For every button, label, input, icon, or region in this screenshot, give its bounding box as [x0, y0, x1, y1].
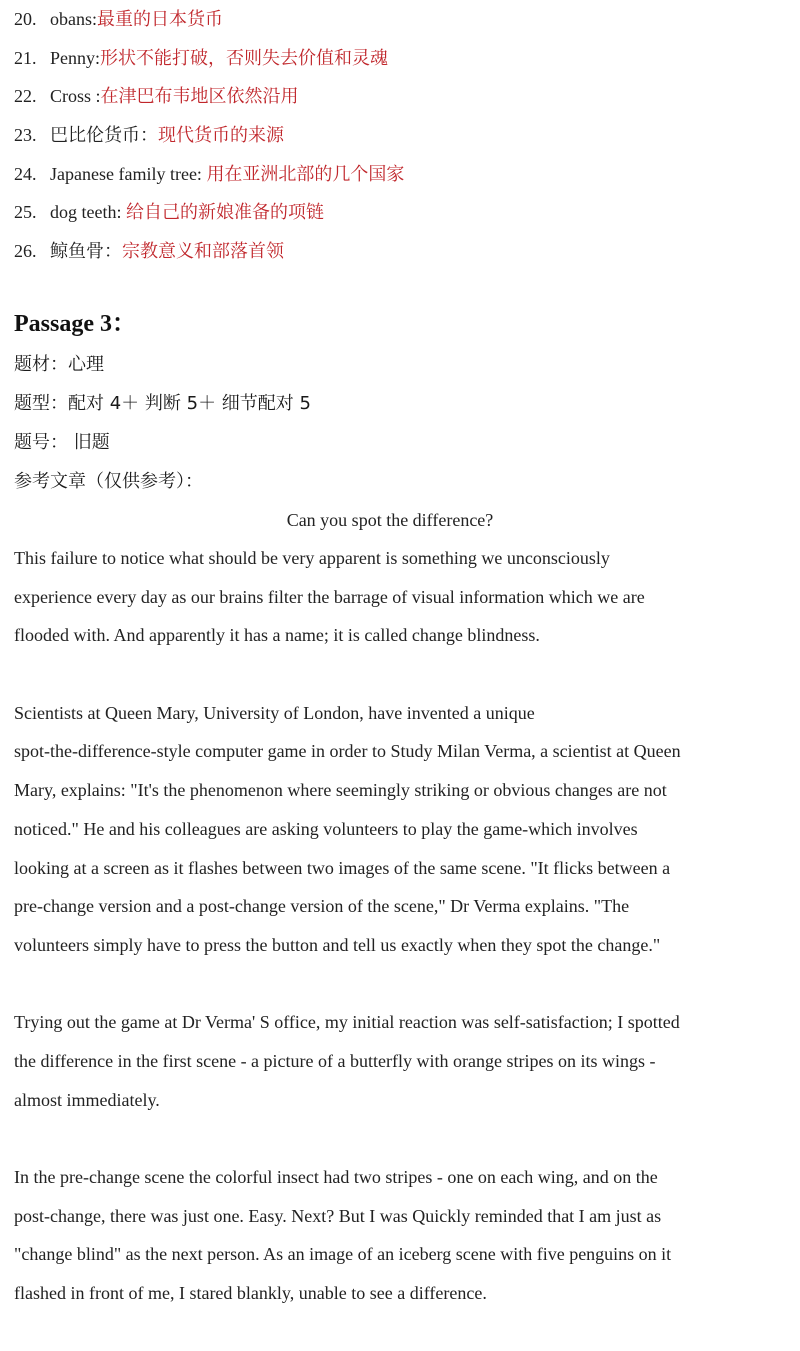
article-paragraph: [14, 694, 784, 965]
answer-term: 鲸鱼骨：: [50, 241, 122, 263]
answer-number: 25.: [14, 202, 37, 223]
text-line: almost immediately.: [14, 1089, 160, 1110]
answer-item: [14, 39, 784, 78]
answer-term: 巴比伦货币：: [50, 125, 158, 147]
text-line: looking at a screen as it flashes between two images of the same scene. "It flicks between a: [14, 857, 671, 878]
text-line: Trying out the game at Dr Verma' S office, my initial reaction was self-satisfaction; I spotted: [14, 1012, 680, 1033]
text-line: volunteers simply have to press the button and tell us exactly when they spot the change.": [14, 934, 661, 955]
text-line: Mary, explains: "It's the phenomenon where seemingly striking or obvious changes are not: [14, 780, 667, 801]
answer-text: 用在亚洲北部的几个国家: [206, 163, 405, 185]
answer-text: 给自己的新娘准备的项链: [125, 202, 324, 224]
answer-number: 24.: [14, 163, 37, 184]
text-line: "change blind" as the next person. As an image of an iceberg scene with five penguins on it: [14, 1244, 672, 1265]
text-line: flooded with. And apparently it has a name; it is called change blindness.: [14, 625, 540, 646]
text-line: noticed." He and his colleagues are asking volunteers to play the game-which involves: [14, 818, 638, 839]
answer-item: [14, 155, 784, 194]
article-paragraph: [14, 539, 784, 655]
answer-item: [14, 193, 784, 232]
article-title: Can you spot the difference?: [286, 510, 494, 530]
text-line: spot-the-difference-style computer game in order to Study Milan Verma, a scientist at Queen: [14, 741, 681, 762]
meta-topic: 题材：心理: [14, 354, 104, 375]
answer-term: Cross :: [50, 86, 101, 107]
text-line: post-change, there was just one. Easy. Next? But I was Quickly reminded that I am just as: [14, 1205, 662, 1226]
article-paragraph: [14, 1158, 784, 1313]
article-body: [14, 539, 784, 1351]
answer-text: 在津巴布韦地区依然沿用: [100, 86, 299, 108]
text-line: Scientists at Queen Mary, University of London, have invented a unique: [14, 702, 535, 723]
answer-number: 22.: [14, 86, 37, 107]
meta-question-types: 题型：配对 4＋ 判断 5＋ 细节配对 5: [14, 393, 311, 414]
answer-text: 形状不能打破，否则失去价值和灵魂: [100, 47, 389, 69]
answer-term: Penny:: [50, 47, 101, 68]
text-line: pre-change version and a post-change version of the scene," Dr Verma explains. "The: [14, 896, 630, 917]
text-line: experience every day as our brains filter the barrage of visual information which we are: [14, 586, 645, 607]
answer-text: 最重的日本货币: [97, 9, 223, 30]
answer-term: obans:: [50, 9, 97, 29]
answer-number: 21.: [14, 47, 37, 68]
passage-meta: [14, 345, 784, 501]
answer-item: [14, 116, 784, 155]
meta-reference-article: 参考文章（仅供参考）：: [14, 471, 203, 492]
text-line: This failure to notice what should be very apparent is something we unconsciously: [14, 548, 610, 568]
answer-list: [14, 0, 784, 271]
answer-number: 26.: [14, 241, 37, 262]
article-paragraph: [14, 1003, 784, 1119]
answer-text: 宗教意义和部落首领: [122, 241, 284, 263]
answer-item: [14, 232, 784, 271]
text-line: flashed in front of me, I stared blankly, unable to see a difference.: [14, 1283, 487, 1304]
meta-question-number: 题号： 旧题: [14, 432, 110, 453]
answer-term: dog teeth:: [50, 202, 122, 223]
answer-term: Japanese family tree:: [50, 163, 202, 184]
text-line: the difference in the first scene - a picture of a butterfly with orange stripes on its wings -: [14, 1050, 656, 1071]
answer-item: [14, 0, 784, 39]
answer-number: 20.: [14, 9, 37, 29]
answer-number: 23.: [14, 125, 37, 146]
passage-heading: Passage 3：: [14, 311, 136, 337]
answer-text: 现代货币的来源: [158, 125, 284, 147]
text-line: In the pre-change scene the colorful insect had two stripes - one on each wing, and on the: [14, 1167, 658, 1187]
answer-item: [14, 77, 784, 116]
